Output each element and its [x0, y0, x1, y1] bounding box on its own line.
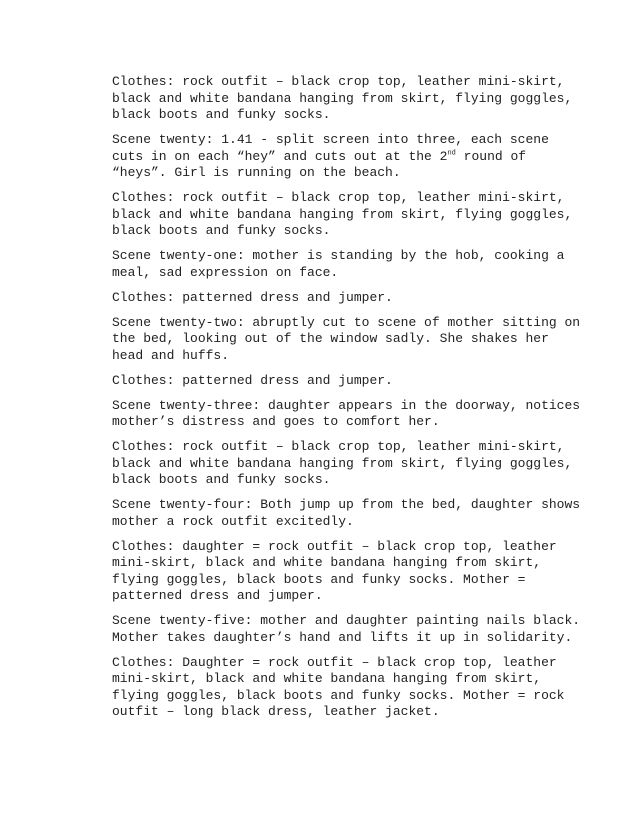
scene-twenty-line-2-start: cuts in on each “hey” and cuts out at the 2	[112, 148, 448, 164]
scene-twenty-four-paragraph: Scene twenty-four: Both jump up from the bed, daughter shows mother a rock outfit excitedly.	[112, 497, 581, 529]
clothes-paragraph: Clothes: daughter = rock outfit – black crop top, leather mini-skirt, black and white bandana hanging from skirt, flying goggles, black boots and funky socks. Mother = patterned dress and jumper.	[112, 538, 557, 603]
scene-twenty-one-paragraph: Scene twenty-one: mother is standing by the hob, cooking a meal, sad expression on face.	[112, 248, 565, 280]
scene-twenty-five-paragraph: Scene twenty-five: mother and daughter painting nails black. Mother takes daughter’s hand and lifts it up in solidarity.	[112, 613, 581, 645]
clothes-paragraph: Clothes: rock outfit – black crop top, leather mini-skirt, black and white bandana hanging from skirt, flying goggles, black boots and funky socks.	[112, 190, 573, 238]
scene-twenty-three-paragraph: Scene twenty-three: daughter appears in the doorway, notices mother’s distress and goes to comfort her.	[112, 397, 581, 429]
scene-twenty-two-paragraph: Scene twenty-two: abruptly cut to scene of mother sitting on the bed, looking out of the window sadly. She shakes her head and huffs.	[112, 314, 581, 363]
document-body	[112, 74, 582, 729]
clothes-paragraph: Clothes: patterned dress and jumper.	[112, 289, 393, 305]
clothes-paragraph: Clothes: patterned dress and jumper.	[112, 372, 393, 388]
ordinal-suffix: nd	[447, 149, 456, 158]
clothes-paragraph: Clothes: rock outfit – black crop top, leather mini-skirt, black and white bandana hanging from skirt, flying goggles, black boots and funky socks.	[112, 74, 573, 122]
scene-twenty-line-2-end: round of	[455, 148, 527, 164]
clothes-paragraph: Clothes: Daughter = rock outfit – black crop top, leather mini-skirt, black and white bandana hanging from skirt, flying goggles, black boots and funky socks. Mother = rock outfit – long black dress, leather jacket.	[112, 654, 565, 719]
scene-twenty-line-3: “heys”. Girl is running on the beach.	[112, 165, 401, 180]
clothes-paragraph: Clothes: rock outfit – black crop top, leather mini-skirt, black and white bandana hanging from skirt, flying goggles, black boots and funky socks.	[112, 439, 573, 487]
scene-twenty-paragraph	[112, 132, 582, 182]
scene-twenty-line-1: Scene twenty: 1.41 - split screen into three, each scene	[112, 132, 549, 147]
